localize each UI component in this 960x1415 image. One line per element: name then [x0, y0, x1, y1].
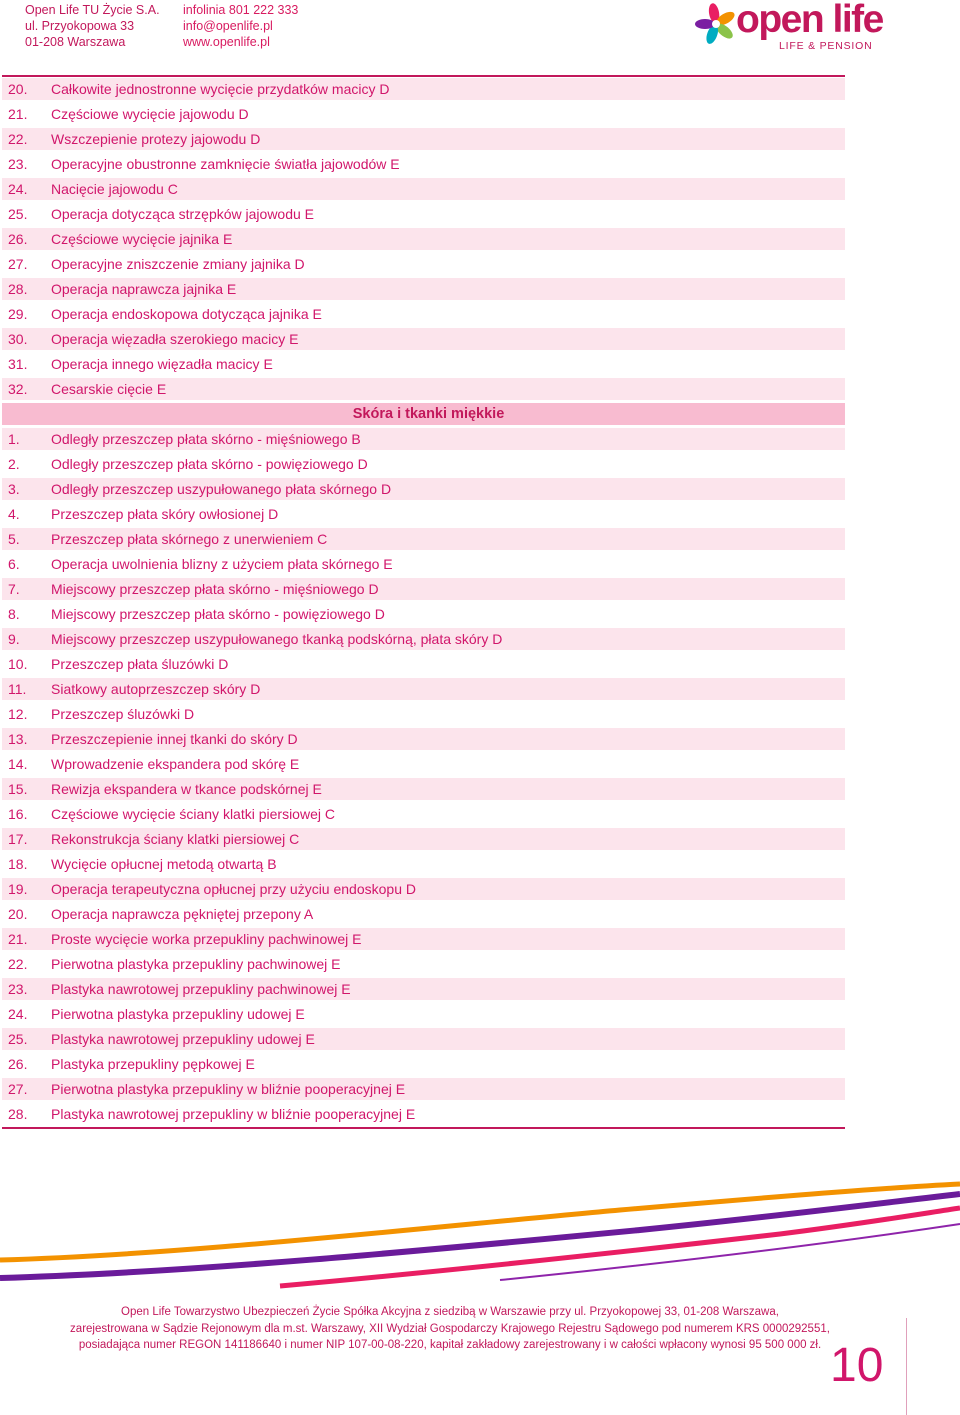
table-row	[2, 453, 845, 475]
table-row	[2, 553, 845, 575]
procedure-name: Rewizja ekspandera w tkance podskórnej E	[51, 781, 322, 797]
row-number: 23.	[8, 156, 28, 172]
row-number: 28.	[8, 1106, 28, 1122]
table-row	[2, 653, 845, 675]
table-row	[2, 353, 845, 375]
page-number-divider	[906, 1318, 907, 1415]
row-number: 3.	[8, 481, 20, 497]
section-title: Skóra i tkanki miękkie	[352, 406, 505, 422]
procedure-table	[2, 78, 845, 1128]
row-number: 28.	[8, 281, 28, 297]
table-row	[2, 528, 845, 550]
table-row	[2, 578, 845, 600]
row-number: 31.	[8, 356, 28, 372]
procedure-name: Przeszczep płata skóry owłosionej D	[51, 506, 279, 522]
procedure-name: Proste wycięcie worka przepukliny pachwinowej E	[51, 931, 362, 947]
table-row	[2, 128, 845, 150]
table-row	[2, 378, 845, 400]
table-row	[2, 1103, 845, 1125]
procedure-name: Pierwotna plastyka przepukliny w bliźnie pooperacyjnej E	[51, 1081, 406, 1097]
row-number: 19.	[8, 881, 28, 897]
hotline: infolinia 801 222 333	[183, 3, 299, 17]
table-row	[2, 503, 845, 525]
row-number: 9.	[8, 631, 20, 647]
table-row	[2, 1053, 845, 1075]
row-number: 20.	[8, 81, 28, 97]
procedure-name: Operacyjne obustronne zamknięcie światła jajowodów E	[51, 156, 400, 172]
row-number: 25.	[8, 1031, 28, 1047]
table-row	[2, 78, 845, 100]
procedure-name: Odległy przeszczep płata skórno - mięśniowego B	[51, 431, 361, 447]
table-row	[2, 728, 845, 750]
table-row	[2, 703, 845, 725]
procedure-name: Nacięcie jajowodu C	[51, 181, 178, 197]
row-number: 10.	[8, 656, 28, 672]
row-number: 29.	[8, 306, 28, 322]
procedure-name: Plastyka nawrotowej przepukliny w bliźnie pooperacyjnej E	[51, 1106, 416, 1122]
procedure-name: Częściowe wycięcie jajnika E	[51, 231, 233, 247]
company-address	[25, 2, 160, 50]
row-number: 26.	[8, 1056, 28, 1072]
procedure-name: Przeszczep płata śluzówki D	[51, 656, 229, 672]
procedure-name: Operacja uwolnienia blizny z użyciem płata skórnego E	[51, 556, 393, 572]
row-number: 13.	[8, 731, 28, 747]
procedure-name: Operacja innego więzadła macicy E	[51, 356, 273, 372]
table-row	[2, 253, 845, 275]
procedure-name: Miejscowy przeszczep płata skórno - powięziowego D	[51, 606, 385, 622]
procedure-name: Przeszczepienie innej tkanki do skóry D	[51, 731, 298, 747]
table-row	[2, 278, 845, 300]
procedure-name: Częściowe wycięcie ściany klatki piersiowej C	[51, 806, 335, 822]
procedure-name: Pierwotna plastyka przepukliny udowej E	[51, 1006, 305, 1022]
table-row	[2, 1003, 845, 1025]
procedure-name: Siatkowy autoprzeszczep skóry D	[51, 681, 261, 697]
table-row	[2, 978, 845, 1000]
procedure-name: Wycięcie opłucnej metodą otwartą B	[51, 856, 277, 872]
logo-wordmark: open life	[736, 0, 883, 41]
footer-line-3: posiadająca numer REGON 141186640 i numer NIP 107-00-08-220, kapitał zakładowy zarejestrowany i w całości wpłacony wynosi 95 500 000 zł.	[78, 1339, 822, 1351]
procedure-name: Wszczepienie protezy jajowodu D	[51, 131, 261, 147]
row-number: 20.	[8, 906, 28, 922]
row-number: 22.	[8, 131, 28, 147]
table-row	[2, 228, 845, 250]
open-life-logo	[694, 2, 884, 54]
procedure-name: Miejscowy przeszczep uszypułowanego tkanką podskórną, płata skóry D	[51, 631, 503, 647]
row-number: 23.	[8, 981, 28, 997]
procedure-name: Przeszczep śluzówki D	[51, 706, 195, 722]
table-row	[2, 303, 845, 325]
procedure-name: Operacja dotycząca strzępków jajowodu E	[51, 206, 315, 222]
procedure-name: Całkowite jednostronne wycięcie przydatków macicy D	[51, 81, 390, 97]
row-number: 16.	[8, 806, 28, 822]
table-bottom-rule	[2, 1127, 845, 1129]
procedure-name: Operacja terapeutyczna opłucnej przy użyciu endoskopu D	[51, 881, 416, 897]
email-link[interactable]: info@openlife.pl	[183, 19, 273, 33]
table-row	[2, 428, 845, 450]
row-number: 6.	[8, 556, 20, 572]
row-number: 27.	[8, 1081, 28, 1097]
table-row	[2, 778, 845, 800]
procedure-name: Wprowadzenie ekspandera pod skórę E	[51, 756, 300, 772]
decorative-waves	[0, 1140, 960, 1290]
row-number: 21.	[8, 106, 28, 122]
table-row	[2, 328, 845, 350]
procedure-name: Przeszczep płata skórnego z unerwieniem C	[51, 531, 328, 547]
footer-line-2: zarejestrowana w Sądzie Rejonowym dla m.st. Warszawy, XII Wydział Gospodarczy Krajowego Rejestru Sądowego pod numerem KRS 0000292551,	[70, 1322, 830, 1335]
procedure-name: Operacja naprawcza pękniętej przepony A	[51, 906, 314, 922]
wave-orange	[0, 1184, 960, 1260]
table-row	[2, 753, 845, 775]
table-row	[2, 478, 845, 500]
procedure-name: Pierwotna plastyka przepukliny pachwinowej E	[51, 956, 341, 972]
procedure-name: Plastyka przepukliny pępkowej E	[51, 1056, 255, 1072]
legal-footer	[60, 1304, 840, 1354]
company-city: 01-208 Warszawa	[25, 35, 126, 49]
company-street: ul. Przyokopowa 33	[25, 19, 135, 33]
table-row	[2, 1028, 845, 1050]
wave-purple-thin	[500, 1224, 960, 1280]
table-row	[2, 803, 845, 825]
row-number: 22.	[8, 956, 28, 972]
company-name: Open Life TU Życie S.A.	[25, 3, 160, 17]
table-row	[2, 928, 845, 950]
row-number: 2.	[8, 456, 20, 472]
table-row	[2, 1078, 845, 1100]
row-number: 21.	[8, 931, 28, 947]
row-number: 1.	[8, 431, 20, 447]
procedure-name: Odległy przeszczep uszypułowanego płata skórnego D	[51, 481, 392, 497]
procedure-name: Operacja więzadła szerokiego macicy E	[51, 331, 299, 347]
row-number: 7.	[8, 581, 20, 597]
row-number: 30.	[8, 331, 28, 347]
section-header-row	[2, 403, 845, 425]
procedure-name: Częściowe wycięcie jajowodu D	[51, 106, 249, 122]
row-number: 26.	[8, 231, 28, 247]
footer-line-1: Open Life Towarzystwo Ubezpieczeń Życie Spółka Akcyjna z siedzibą w Warszawie przy ul. Przyokopowej 33, 01-208 Warszawa,	[121, 1306, 779, 1318]
table-row	[2, 853, 845, 875]
website-link[interactable]: www.openlife.pl	[183, 35, 270, 49]
table-row	[2, 878, 845, 900]
procedure-name: Plastyka nawrotowej przepukliny udowej E	[51, 1031, 315, 1047]
row-number: 8.	[8, 606, 20, 622]
procedure-name: Plastyka nawrotowej przepukliny pachwinowej E	[51, 981, 351, 997]
table-row	[2, 603, 845, 625]
procedure-name: Miejscowy przeszczep płata skórno - mięśniowego D	[51, 581, 379, 597]
company-contact	[183, 2, 298, 50]
table-row	[2, 203, 845, 225]
table-row	[2, 903, 845, 925]
row-number: 32.	[8, 381, 28, 397]
table-row	[2, 103, 845, 125]
row-number: 24.	[8, 181, 28, 197]
row-number: 17.	[8, 831, 28, 847]
row-number: 24.	[8, 1006, 28, 1022]
procedure-name: Operacja endoskopowa dotycząca jajnika E	[51, 306, 322, 322]
logo-tagline: LIFE & PENSION	[779, 40, 873, 52]
row-number: 4.	[8, 506, 20, 522]
table-row	[2, 178, 845, 200]
table-top-rule	[2, 75, 845, 77]
row-number: 11.	[8, 681, 27, 697]
row-number: 18.	[8, 856, 28, 872]
row-number: 14.	[8, 756, 28, 772]
table-row	[2, 153, 845, 175]
table-row	[2, 678, 845, 700]
row-number: 12.	[8, 706, 28, 722]
procedure-name: Odległy przeszczep płata skórno - powięziowego D	[51, 456, 368, 472]
row-number: 5.	[8, 531, 20, 547]
procedure-name: Cesarskie cięcie E	[51, 381, 167, 397]
wave-pink	[280, 1208, 960, 1286]
page-number: 10	[830, 1339, 884, 1392]
table-row	[2, 628, 845, 650]
procedure-name: Operacyjne zniszczenie zmiany jajnika D	[51, 256, 305, 272]
table-row	[2, 953, 845, 975]
row-number: 15.	[8, 781, 28, 797]
procedure-name: Rekonstrukcja ściany klatki piersiowej C	[51, 831, 300, 847]
flower-logo-icon	[694, 2, 738, 52]
row-number: 27.	[8, 256, 28, 272]
table-row	[2, 828, 845, 850]
row-number: 25.	[8, 206, 28, 222]
procedure-name: Operacja naprawcza jajnika E	[51, 281, 237, 297]
